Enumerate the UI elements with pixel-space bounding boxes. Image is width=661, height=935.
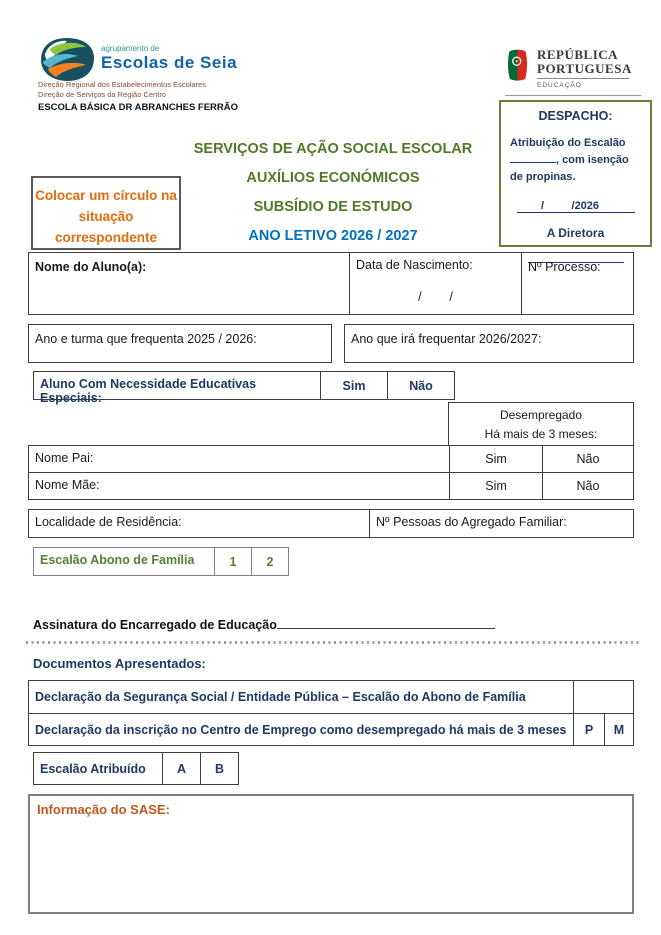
father-unemployed-yes-option[interactable]: Sim [449,446,542,472]
org-line-1: Direção Regional dos Estabelecimentos Escolares [38,80,207,89]
logo-subtitle: agrupamento de [101,44,160,53]
republica-subtitle: EDUCAÇÃO [537,82,582,89]
org-line-2: Direção de Serviços da Região Centro [38,90,166,99]
allowance-option-2[interactable]: 2 [251,548,288,575]
republica-line-2: PORTUGUESA [537,61,632,76]
allowance-option-1[interactable]: 1 [214,548,251,575]
despacho-text-line2: , com isenção [556,154,629,166]
locality-cell[interactable] [29,510,369,537]
unemployed-header-line1: Desempregado [499,408,583,422]
mother-row [29,473,633,499]
birthdate-cell[interactable] [349,253,521,314]
birthdate-label: Data de Nascimento: [356,258,473,272]
assigned-bracket-option-b[interactable]: B [200,753,238,784]
father-row [29,446,633,473]
allowance-bracket-label: Escalão Abono de Família [40,553,195,567]
household-size-cell[interactable] [369,510,633,537]
special-needs-label: Aluno Com Necessidade Educativas Especiais: [40,377,257,405]
sase-info-label: Informação do SASE: [37,802,170,817]
dotted-separator [26,641,640,644]
current-year-label: Ano e turma que frequenta 2025 / 2026: [35,332,257,346]
father-name-cell[interactable] [29,446,449,472]
form-title-line2: AUXÍLIOS ECONÓMICOS [246,170,420,186]
republica-line-1: REPÚBLICA [537,47,619,62]
student-name-label: Nome do Aluno(a): [35,260,147,274]
header-right-divider [505,95,641,96]
student-name-cell[interactable] [29,253,349,314]
despacho-escalao-blank[interactable] [510,152,556,163]
next-year-label: Ano que irá frequentar 2026/2027: [351,332,542,346]
guardian-signature-blank[interactable] [277,617,495,629]
assigned-bracket-option-a[interactable]: A [162,753,200,784]
current-year-cell[interactable] [28,324,332,363]
form-title-year: ANO LETIVO 2026 / 2027 [248,228,418,244]
despacho-text-line3: de propinas. [510,171,576,183]
mother-unemployed-yes-option[interactable]: Sim [449,473,542,499]
document-row-2-father-cell[interactable]: P [573,714,604,745]
father-unemployed-no-option[interactable]: Não [542,446,633,472]
sase-info-box[interactable] [28,794,634,914]
logo-title: Escolas de Seia [101,53,238,72]
document-row-1 [29,681,633,714]
guardian-signature-label: Assinatura do Encarregado de Educação [33,618,277,632]
school-name: ESCOLA BÁSICA DR ABRANCHES FERRÃO [38,102,239,113]
mother-unemployed-no-option[interactable]: Não [542,473,633,499]
locality-label: Localidade de Residência: [35,515,182,529]
form-title-line3: SUBSÍDIO DE ESTUDO [253,199,413,215]
document-row-2 [29,714,633,745]
despacho-box [499,100,652,247]
unemployed-header-cell [448,402,634,445]
despacho-text-line1: Atribuição do Escalão [510,137,626,149]
despacho-signer: A Diretora [546,226,605,240]
despacho-title: DESPACHO: [538,109,613,123]
document-row-1-label: Declaração da Segurança Social / Entidade Pública – Escalão do Abono de Família [35,690,526,704]
document-row-2-mother-cell[interactable]: M [604,714,633,745]
special-needs-no-option[interactable]: Não [387,372,454,399]
form-title-line1: SERVIÇOS DE AÇÃO SOCIAL ESCOLAR [193,141,473,157]
republica-divider [537,78,629,79]
portugal-flag-icon [506,48,529,89]
documents-section-title: Documentos Apresentados: [33,656,206,671]
next-year-cell[interactable] [344,324,634,363]
special-needs-yes-option[interactable]: Sim [320,372,387,399]
father-name-label: Nome Pai: [35,451,94,465]
process-number-cell[interactable] [521,253,633,314]
document-row-1-check-cell[interactable] [573,681,633,713]
mother-name-label: Nome Mãe: [35,478,100,492]
mother-name-cell[interactable] [29,473,449,499]
instruction-box: Colocar um círculo na situação correspondente [31,176,181,250]
process-number-label: Nº Processo: [528,260,601,274]
birthdate-slashes: / / [418,290,453,304]
household-size-label: Nº Pessoas do Agregado Familiar: [376,515,567,529]
assigned-bracket-label: Escalão Atribuído [40,761,146,776]
document-row-2-label: Declaração da inscrição no Centro de Emprego como desempregado há mais de 3 meses [35,722,567,737]
despacho-date-field[interactable]: / /2026 [517,200,635,213]
unemployed-header-line2: Há mais de 3 meses: [484,427,598,441]
